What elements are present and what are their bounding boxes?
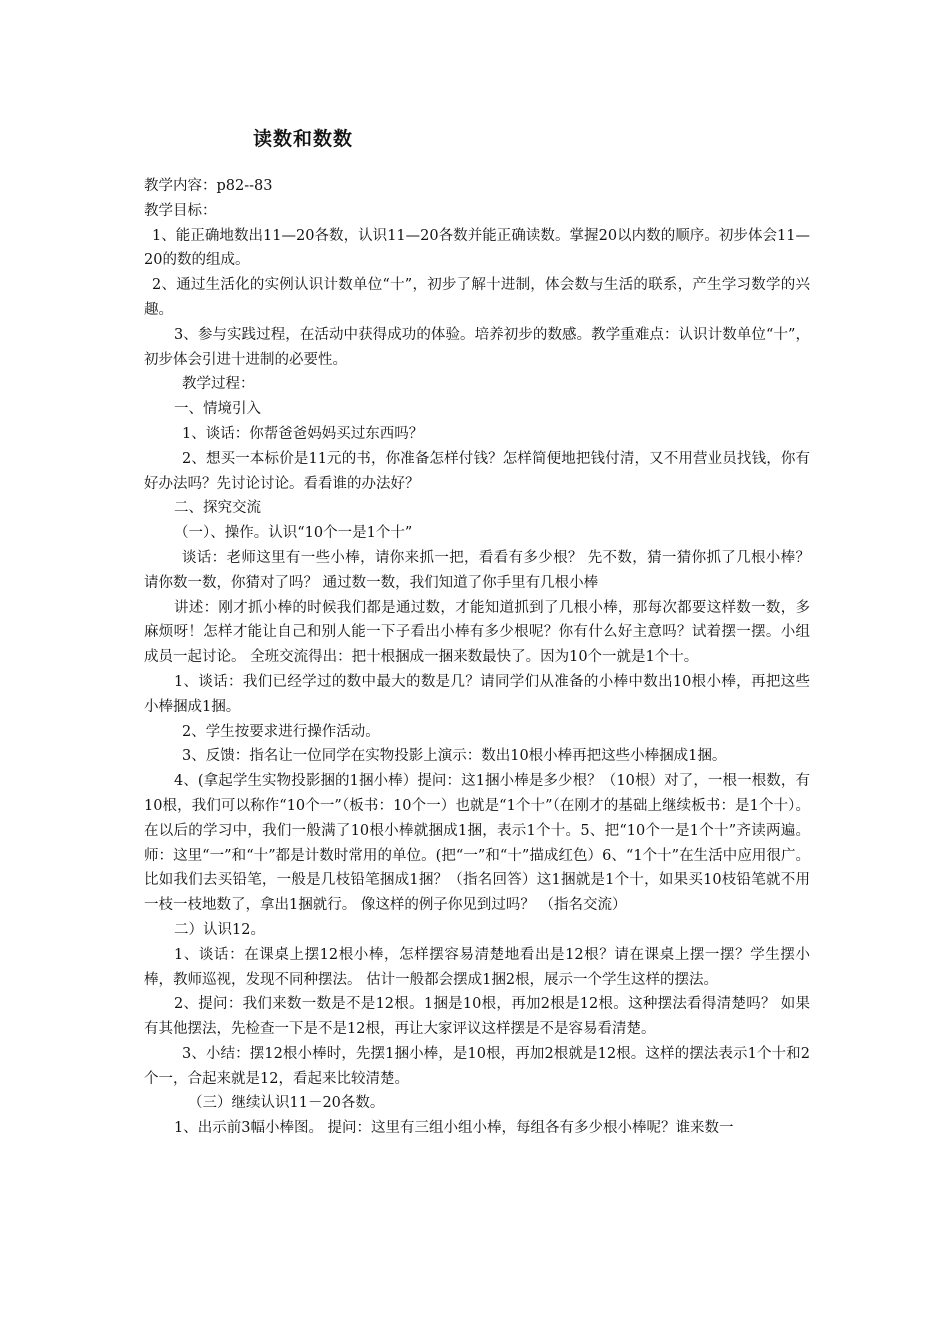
paragraph-twelve-summary: 3、小结：摆12根小棒时，先摆1捆小棒，是10根，再加2根就是12根。这样的摆法表示1个十和2个一，合起来就是12，看起来比较清楚。 (144, 1045, 810, 1087)
paragraph-goal-1: 1、能正确地数出11—20各数，认识11—20各数并能正确读数。掌握20以内数的顺序。初步体会11—20的数的组成。 (144, 227, 810, 269)
paragraph-talk-sticks: 谈话：老师这里有一些小棒，请你来抓一把，看看有多少根？ 先不数，猜一猜你抓了几根小棒？请你数一数，你猜对了吗？ 通过数一数，我们知道了你手里有几根小棒 (144, 549, 810, 591)
paragraph-twelve-talk: 1、谈话：在课桌上摆12根小棒，怎样摆容易清楚地看出是12根？请在课桌上摆一摆？学生摆小棒，教师巡视，发现不同种摆法。 估计一般都会摆成1捆2根，展示一个学生这样的摆法。 (144, 946, 810, 988)
paragraph-goal-3: 3、参与实践过程，在活动中获得成功的体验。培养初步的数感。教学重难点：认识计数单位“十”，初步体会引进十进制的必要性。 (144, 326, 810, 368)
paragraph-subsection-1-heading: （一）、操作。认识“10个一是1个十” (174, 525, 413, 542)
paragraph-twelve-question: 2、提问：我们来数一数是不是12根。1捆是10根，再加2根是12根。这种摆法看得清楚吗？ 如果有其他摆法，先检查一下是不是12根，再让大家评议这样摆是不是容易看清楚。 (144, 996, 810, 1038)
paragraph-talk-1: 1、谈话：你帮爸爸妈妈买过东西吗？ (182, 425, 424, 442)
document-body (144, 174, 810, 1141)
paragraph-step-2: 2、学生按要求进行操作活动。 (182, 723, 380, 740)
paragraph-section-1-heading: 一、情境引入 (174, 401, 261, 418)
paragraph-narration: 讲述：刚才抓小棒的时候我们都是通过数，才能知道抓到了几根小棒，那每次都要这样数一数，多麻烦呀！怎样才能让自己和别人能一下子看出小棒有多少根呢？你有什么好主意吗？试着摆一摆。小组成员一起讨论。 全班交流得出：把十根捆成一捆来数最快了。因为10个一就是1个十。 (144, 599, 810, 666)
paragraph-section-2-heading: 二、探究交流 (174, 500, 261, 517)
paragraph-show-pictures: 1、出示前3幅小棒图。 提问：这里有三组小组小棒，每组各有多少根小棒呢？谁来数一 (174, 1120, 734, 1137)
paragraph-teaching-goals-heading: 教学目标： (144, 202, 217, 219)
paragraph-goal-2: 2、通过生活化的实例认识计数单位“十”，初步了解十进制，体会数与生活的联系，产生学习数学的兴趣。 (144, 277, 810, 318)
paragraph-step-1: 1、谈话：我们已经学过的数中最大的数是几？请同学们从准备的小棒中数出10根小棒，再把这些小棒捆成1捆。 (144, 673, 810, 715)
paragraph-teaching-content: 教学内容：p82--83 (144, 178, 273, 194)
paragraph-step-4: 4、(拿起学生实物投影捆的1捆小棒）提问：这1捆小棒是多少根？（10根）对了，一根一根数，有10根，我们可以称作“10个一”（板书：10个一）也就是“1个十”（在刚才的基础上继续板书：是1个十）。 在以后的学习中，我们一般满了10根小棒就捆成1捆，表示1个十。5、把“10个一是1个十”齐读两遍。师：这里“一”和“十”都是计数时常用的单位。(把“一”和“十”描成红色）6、“1个十”在生活中应用很广。比如我们去买铅笔，一般是几枝铅笔捆成1捆？（指名回答）这1捆就是1个十，如果买10枝铅笔就不用一枝一枝地数了，拿出1捆就行。 像这样的例子你见到过吗？ （指名交流） (144, 773, 810, 914)
paragraph-talk-2: 2、想买一本标价是11元的书，你准备怎样付钱？怎样简便地把钱付清，又不用营业员找钱，你有好办法吗？先讨论讨论。看看谁的办法好？ (144, 450, 810, 492)
paragraph-process-heading: 教学过程： (182, 376, 255, 393)
paragraph-subsection-3-heading: （三）继续认识11－20各数。 (188, 1095, 385, 1112)
document-title: 读数和数数 (253, 128, 354, 150)
paragraph-subsection-2-heading: 二）认识12。 (174, 921, 265, 938)
paragraph-step-3: 3、反馈：指名让一位同学在实物投影上演示：数出10根小棒再把这些小棒捆成1捆。 (182, 748, 727, 765)
